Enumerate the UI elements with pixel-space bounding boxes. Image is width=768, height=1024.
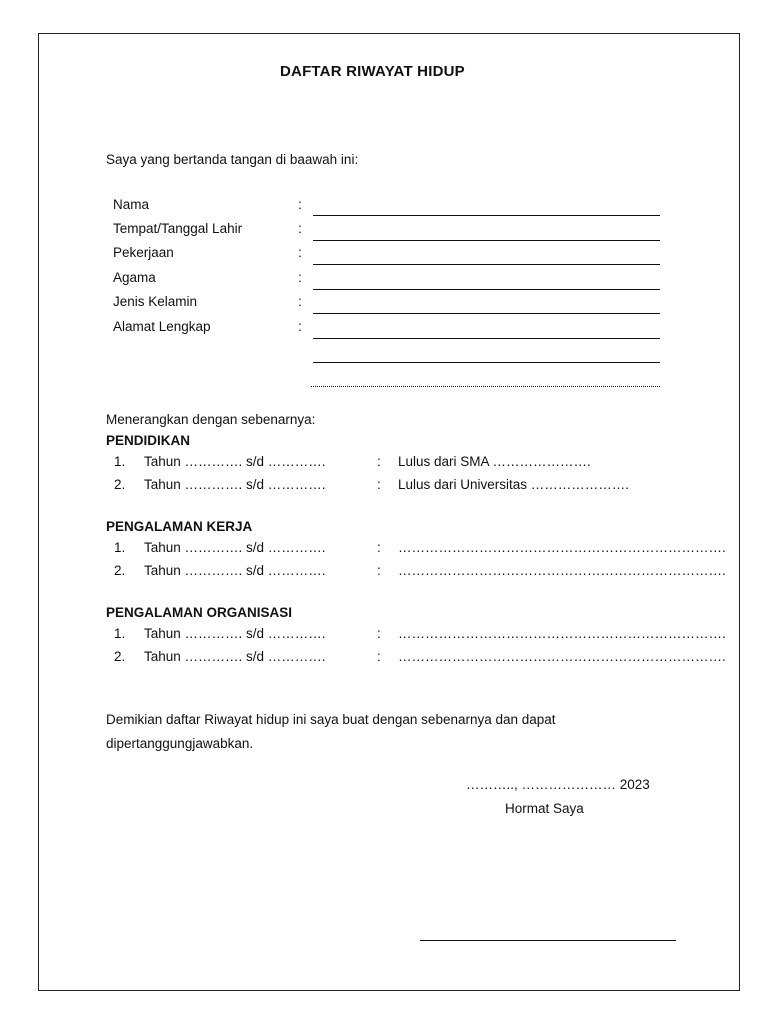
row-value: ………………………………………………………………. [398,626,726,641]
row-colon: : [377,649,381,664]
row-number: 2. [114,477,126,492]
field-label-pekerjaan: Pekerjaan [113,245,174,260]
field-line-alamat-3[interactable] [311,386,660,387]
row-colon: : [377,626,381,641]
field-colon: : [298,270,302,285]
row-number: 1. [114,454,126,469]
field-line-jenis-kelamin[interactable] [313,313,660,314]
field-line-agama[interactable] [313,289,660,290]
regards-text: Hormat Saya [505,801,584,816]
field-line-alamat-2[interactable] [313,362,660,363]
field-label-alamat: Alamat Lengkap [113,319,211,334]
row-number: 2. [114,563,126,578]
field-line-alamat-1[interactable] [313,338,660,339]
section-heading: PENDIDIKAN [106,433,191,448]
field-label-jenis-kelamin: Jenis Kelamin [113,294,198,309]
section-heading: PENGALAMAN ORGANISASI [106,605,293,620]
row-colon: : [377,540,381,555]
section-heading: PENGALAMAN KERJA [106,519,253,534]
row-value: ………………………………………………………………. [398,563,726,578]
page-frame [38,33,740,991]
row-period: Tahun …………. s/d …………. [144,477,326,492]
field-colon: : [298,221,302,236]
document-title: DAFTAR RIWAYAT HIDUP [280,63,465,80]
row-number: 1. [114,540,126,555]
row-value: Lulus dari SMA …………………. [398,454,591,469]
field-line-ttl[interactable] [313,240,660,241]
row-period: Tahun …………. s/d …………. [144,563,326,578]
row-colon: : [377,563,381,578]
row-colon: : [377,477,381,492]
row-period: Tahun …………. s/d …………. [144,626,326,641]
statement-text: Menerangkan dengan sebenarnya: [106,412,316,427]
row-period: Tahun …………. s/d …………. [144,649,326,664]
row-value: Lulus dari Universitas …………………. [398,477,630,492]
field-label-ttl: Tempat/Tanggal Lahir [113,221,243,236]
field-line-nama[interactable] [313,215,660,216]
intro-text: Saya yang bertanda tangan di baawah ini: [106,152,359,167]
place-date: ……….., ………………… 2023 [466,777,650,792]
row-number: 2. [114,649,126,664]
row-period: Tahun …………. s/d …………. [144,540,326,555]
row-colon: : [377,454,381,469]
field-colon: : [298,294,302,309]
field-colon: : [298,319,302,334]
row-period: Tahun …………. s/d …………. [144,454,326,469]
field-line-pekerjaan[interactable] [313,264,660,265]
field-label-agama: Agama [113,270,156,285]
row-number: 1. [114,626,126,641]
field-label-nama: Nama [113,197,150,212]
row-value: ………………………………………………………………. [398,540,726,555]
field-colon: : [298,197,302,212]
signature-line[interactable] [420,940,676,941]
closing-text-line-2: dipertanggungjawabkan. [106,736,254,751]
field-colon: : [298,245,302,260]
row-value: ………………………………………………………………. [398,649,726,664]
closing-text-line-1: Demikian daftar Riwayat hidup ini saya buat dengan sebenarnya dan dapat [106,712,556,727]
